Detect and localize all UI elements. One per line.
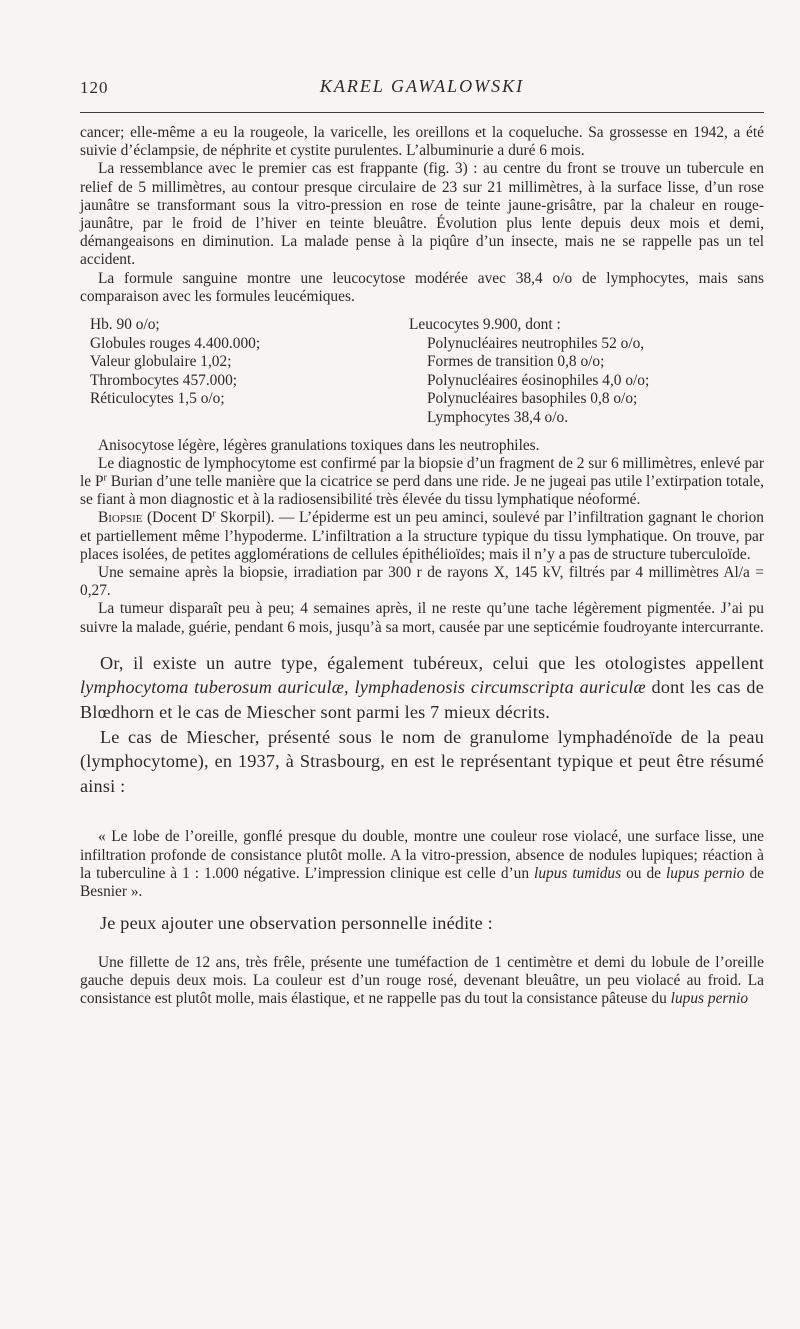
- blood-value-thrombocytes: Thrombocytes 457.000;: [90, 371, 238, 389]
- paragraph-description: La ressemblance avec le premier cas est frappante (fig. 3) : au centre du front se trouve un tubercule en relief de 5 millimètres, au contour presque circulaire de 23 sur 21 millimètres, à la surface lisse, d’un rose jaunâtre se transformant sous la vitro-pression en rose de teinte jaune-grisâtre, par la chaleur en rouge-jaunâtre, par le froid de l’hiver en teinte bleuâtre. Évolution plus lente depuis deux mois et demi, démangeaisons en diminution. La malade pense à la piqûre d’un insecte, mais ne se rappelle pas un tel accident.: [80, 160, 764, 269]
- paragraph-history: cancer; elle-même a eu la rougeole, la varicelle, les oreillons et la coqueluche. Sa grossesse en 1942, a été suivie d’éclampsie, de néphrite et cystite purulentes. L’albuminurie a duré 6 mois.: [80, 124, 764, 160]
- biopsy-text-b: Skorpil). — L’épiderme est un peu aminci, soulevé par l’infiltration gagnant le chorion et partiellement même l’hypoderme. L’infiltration a la structure typique du tissu lymphatique. On trouve, par places isolées, de petites agglomérations de cellules épithélioïdes; mais il n’y a pas de structure tuberculoïde.: [80, 509, 764, 563]
- other-type-text-a: Or, il existe un autre type, également tubéreux, celui que les otologistes appellent: [100, 652, 764, 673]
- blood-value-lymphocytes: Lymphocytes 38,4 o/o.: [427, 409, 569, 426]
- paragraph-anisocytosis: Anisocytose légère, légères granulations toxiques dans les neutrophiles.: [98, 436, 540, 454]
- blood-value-transition: Formes de transition 0,8 o/o;: [427, 353, 605, 371]
- paragraph-other-type: [80, 651, 764, 725]
- blood-count-table: [90, 316, 764, 428]
- blood-value-reticulocytes: Réticulocytes 1,5 o/o;: [90, 390, 225, 408]
- page-number: 120: [80, 78, 109, 97]
- blood-value-basophiles: Polynucléaires basophiles 0,8 o/o;: [427, 390, 638, 408]
- quote-italic-lupus-tumidus: lupus tumidus: [534, 864, 622, 882]
- quote-italic-lupus-pernio: lupus pernio: [665, 864, 745, 882]
- blood-value-neutrophiles: Polynucléaires neutrophiles 52 o/o,: [427, 334, 645, 352]
- body-text: [80, 124, 764, 1008]
- biopsy-text-a: (Docent D: [142, 509, 213, 527]
- diagnosis-text-a: Le diagnostic de lymphocytome est confirmé par la biopsie d’un fragment de 2 sur 6 millimètres, enlevé par le P: [80, 454, 764, 490]
- case-report-section: [80, 124, 764, 306]
- header-rule: [80, 112, 764, 113]
- diagnosis-section: [80, 437, 764, 637]
- blood-count-right-column: [409, 316, 764, 428]
- blood-value-eosinophiles: Polynucléaires éosinophiles 4,0 o/o;: [427, 371, 650, 389]
- paragraph-miescher-case: Le cas de Miescher, présenté sous le nom de granulome lymphadénoïde de la peau (lymphocytome), en 1937, à Strasbourg, en est le représentant typique et peut être résumé ainsi :: [80, 726, 764, 796]
- paragraph-diagnosis: [80, 455, 764, 510]
- page-header: [80, 74, 764, 104]
- quote-text-c: de Besnier ».: [80, 864, 764, 900]
- paragraph-quote: [80, 828, 764, 901]
- quote-text-b: ou de: [621, 864, 666, 882]
- blood-value-hb: Hb. 90 o/o;: [90, 316, 160, 334]
- other-type-latin-names: lymphocytoma tuberosum auriculæ, lymphadenosis circumscripta auriculæ: [80, 677, 646, 698]
- paragraph-biopsy: [80, 509, 764, 564]
- paragraph-outcome: La tumeur disparaît peu à peu; 4 semaines après, il ne reste qu’une tache légèrement pigmentée. J’ai pu suivre la malade, guérie, pendant 6 mois, jusqu’à sa mort, causée par une septicémie foudroyante intercurrante.: [80, 600, 764, 636]
- paragraph-personal-observation: [80, 954, 764, 1009]
- quoted-case-summary: [80, 828, 764, 901]
- observation-text-a: Une fillette de 12 ans, très frêle, présente une tuméfaction de 1 centimètre et demi du lobule de l’oreille gauche depuis deux mois. La couleur est d’un rouge rosé, devenant bleuâtre, un peu violacé au froid. La consistance est plutôt molle, mais élastique, et ne rappelle pas du tout la consistance pâteuse du: [80, 953, 764, 1008]
- running-head: KAREL GAWALOWSKI: [319, 76, 525, 96]
- paragraph-blood-formula: La formule sanguine montre une leucocytose modérée avec 38,4 o/o de lymphocytes, mais sans comparaison avec les formules leucémiques.: [80, 269, 764, 305]
- discussion-section: [80, 651, 764, 799]
- diagnosis-text-b: Burian d’une telle manière que la cicatrice se perd dans une ride. Je ne jugeai pas utile l’extirpation totale, se fiant à mon diagnostic et à la radiosensibilité très élevée du tissu lymphatique néoformé.: [80, 473, 764, 509]
- blood-value-leucocytes: Leucocytes 9.900, dont :: [409, 316, 561, 334]
- superscript: r: [212, 508, 216, 520]
- superscript: r: [103, 472, 107, 484]
- other-type-text-b: dont les cas de Blœdhorn et le cas de Miescher sont parmi les 7 mieux décrits.: [80, 677, 764, 723]
- blood-value-globular: Valeur globulaire 1,02;: [90, 353, 232, 371]
- observation-intro: [80, 911, 764, 936]
- blood-count-left-column: [90, 316, 390, 428]
- personal-observation: [80, 954, 764, 1009]
- quote-text-a: « Le lobe de l’oreille, gonflé presque du double, montre une couleur rose violacé, une surface lisse, une infiltration profonde de consistance plutôt molle. A la vitro-pression, absence de nodules lupiques; réaction à la tuberculine à 1 : 1.000 négative. L’impression clinique est celle d’un: [80, 828, 764, 882]
- paragraph-observation-intro: Je peux ajouter une observation personnelle inédite :: [100, 913, 493, 934]
- observation-italic-lupus-pernio: lupus pernio: [670, 990, 749, 1008]
- paragraph-irradiation: Une semaine après la biopsie, irradiation par 300 r de rayons X, 145 kV, filtrés par 4 millimètres Al/a = 0,27.: [80, 564, 764, 600]
- blood-value-red-cells: Globules rouges 4.400.000;: [90, 334, 261, 352]
- biopsy-label: Biopsie: [98, 509, 143, 527]
